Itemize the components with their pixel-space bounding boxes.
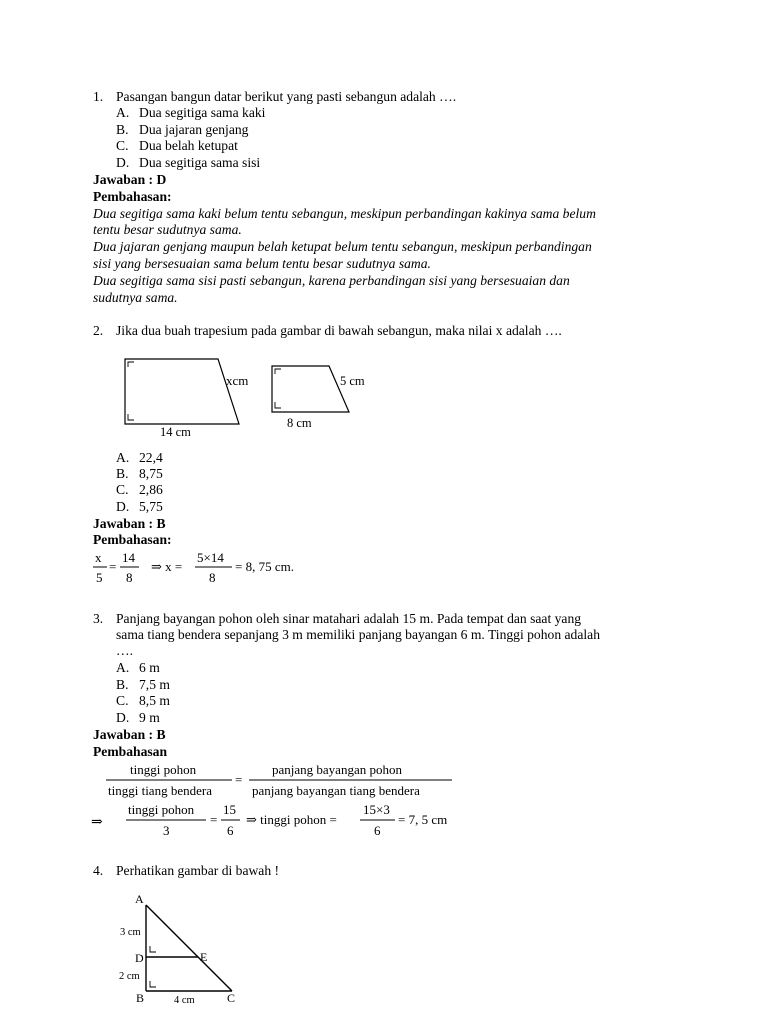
equals-sign: =	[235, 772, 243, 787]
right-angle-mark	[150, 946, 156, 952]
formula-term: tinggi pohon	[130, 762, 197, 777]
q3-option-a-letter: A.	[116, 660, 130, 675]
formula-term: 6	[374, 823, 381, 838]
q2-option-d: 5,75	[139, 499, 163, 514]
formula-term: = 7, 5 cm	[398, 812, 448, 827]
q2-question: Jika dua buah trapesium pada gambar di bawah sebangun, maka nilai x adalah ….	[116, 323, 562, 338]
formula-term: ⇒	[91, 815, 103, 830]
q1-number: 1.	[93, 89, 104, 104]
side-ac	[146, 905, 232, 991]
q2-option-a-letter: A.	[116, 450, 130, 465]
q1-explain-line: sisi yang bersesuaian sama belum tentu besar sudutnya sama.	[93, 256, 431, 271]
q3-option-b: 7,5 m	[139, 677, 170, 692]
formula-term: tinggi tiang bendera	[108, 783, 212, 798]
formula-term: ⇒ x =	[151, 559, 183, 574]
q1-answer: Jawaban : D	[93, 172, 167, 187]
q2-option-a: 22,4	[139, 450, 163, 465]
q2-answer: Jawaban : B	[93, 516, 166, 531]
q1-option-b: Dua jajaran genjang	[139, 122, 249, 137]
q1-explain-line: sudutnya sama.	[93, 290, 178, 305]
q3-option-a: 6 m	[139, 660, 160, 675]
formula-term: = 8, 75 cm.	[235, 559, 294, 574]
q1-explain-title: Pembahasan:	[93, 189, 172, 204]
q3-question-line: Panjang bayangan pohon oleh sinar matahari adalah 15 m. Pada tempat dan saat yang	[116, 611, 582, 626]
q3-answer: Jawaban : B	[93, 727, 166, 742]
formula-term: 5	[96, 570, 103, 585]
q2-explain-title: Pembahasan:	[93, 532, 172, 547]
equals-sign: =	[109, 559, 117, 574]
q3-option-c: 8,5 m	[139, 693, 170, 708]
formula-term: panjang bayangan pohon	[272, 762, 402, 777]
q3-option-b-letter: B.	[116, 677, 129, 692]
q2-option-b-letter: B.	[116, 466, 129, 481]
formula-term: 6	[227, 823, 234, 838]
big-base-label: 14 cm	[160, 425, 191, 439]
big-side-label: xcm	[226, 373, 249, 388]
q1-explain-line: Dua segitiga sama sisi pasti sebangun, karena perbandingan sisi yang bersesuaian dan	[93, 273, 570, 288]
q2-option-b: 8,75	[139, 466, 163, 481]
q2-number: 2.	[93, 323, 104, 338]
q1-explain-line: Dua segitiga sama kaki belum tentu sebangun, meskipun perbandingan kakinya sama belum	[93, 206, 596, 221]
vertex-a-label: A	[135, 892, 144, 906]
q1-question: Pasangan bangun datar berikut yang pasti sebangun adalah ….	[116, 89, 457, 104]
q1-option-d: Dua segitiga sama sisi	[139, 155, 261, 170]
small-side-label: 5 cm	[340, 374, 365, 388]
q1-option-b-letter: B.	[116, 122, 129, 137]
length-ad-label: 3 cm	[120, 927, 141, 938]
q4-question: Perhatikan gambar di bawah !	[116, 863, 280, 878]
right-angle-mark	[150, 981, 156, 987]
q3-question-line: ….	[116, 643, 133, 658]
formula-term: x	[95, 550, 102, 565]
q3-option-d-letter: D.	[116, 710, 130, 725]
length-bc-label: 4 cm	[174, 995, 195, 1006]
vertex-e-label: E	[200, 950, 208, 964]
q1-option-a: Dua segitiga sama kaki	[139, 105, 266, 120]
q1-option-a-letter: A.	[116, 105, 130, 120]
vertex-b-label: B	[136, 991, 145, 1005]
formula-term: 15×3	[363, 802, 390, 817]
vertex-c-label: C	[227, 991, 236, 1005]
q3-number: 3.	[93, 611, 104, 626]
formula-term: 15	[223, 802, 236, 817]
q4-number: 4.	[93, 863, 104, 878]
small-base-label: 8 cm	[287, 416, 312, 430]
formula-term: ⇒ tinggi pohon =	[246, 812, 337, 827]
q1-option-d-letter: D.	[116, 155, 130, 170]
q1-explain-line: tentu besar sudutnya sama.	[93, 222, 242, 237]
formula-term: panjang bayangan tiang bendera	[252, 783, 420, 798]
formula-term: 5×14	[197, 550, 224, 565]
formula-term: 3	[163, 823, 170, 838]
length-db-label: 2 cm	[119, 971, 140, 982]
q3-option-c-letter: C.	[116, 693, 129, 708]
q1-explain-line: Dua jajaran genjang maupun belah ketupat belum tentu sebangun, meskipun perbandingan	[93, 239, 592, 254]
q2-option-c: 2,86	[139, 482, 163, 497]
q1-option-c: Dua belah ketupat	[139, 138, 238, 153]
q1-option-c-letter: C.	[116, 138, 129, 153]
formula-term: 8	[126, 570, 133, 585]
formula-term: 8	[209, 570, 216, 585]
q2-option-c-letter: C.	[116, 482, 129, 497]
q3-option-d: 9 m	[139, 710, 160, 725]
vertex-d-label: D	[135, 951, 144, 965]
q2-option-d-letter: D.	[116, 499, 130, 514]
formula-term: 14	[122, 550, 135, 565]
q3-explain-title: Pembahasan	[93, 744, 168, 759]
equals-sign: =	[210, 812, 218, 827]
formula-term: tinggi pohon	[128, 802, 195, 817]
q3-question-line: sama tiang bendera sepanjang 3 m memiliki panjang bayangan 6 m. Tinggi pohon adalah	[116, 627, 600, 642]
